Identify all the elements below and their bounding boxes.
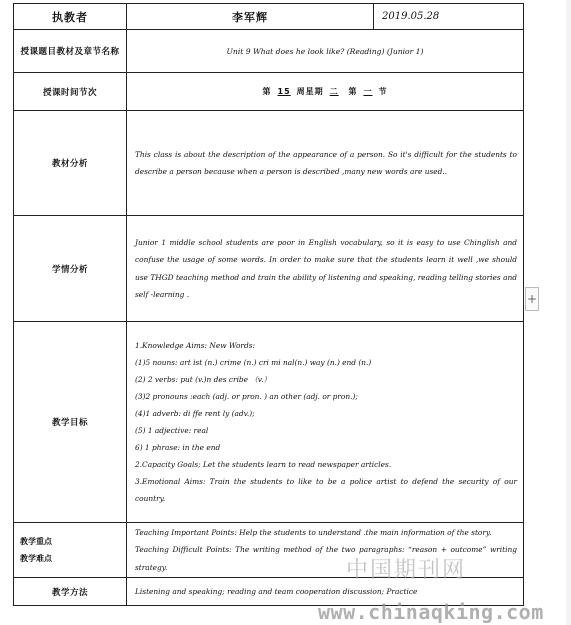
student-analysis-text: Junior 1 middle school students are poor in English vocabulary, so it is easy to use Chinglish and confuse the usage of some words. In order to make sure that the students learn it well ,we should use THGD teaching method and train the ability of listening and speaking, reading telling stories and self -learning . (127, 216, 524, 322)
content-analysis-row (14, 111, 524, 216)
time-prefix: 第 (262, 87, 272, 96)
objective-line: (4)1 adverb: di ffe rent ly (adv.); (135, 409, 255, 418)
lesson-date: 2019.05.28 (374, 4, 524, 30)
time-week: 15 (277, 87, 291, 96)
method-text: Listening and speaking; reading and team cooperation discussion; Practice (127, 578, 524, 606)
objective-line: (5) 1 adjective: real (135, 426, 209, 435)
objective-line: 1.Knowledge Aims: New Words: (135, 341, 255, 350)
time-section-suffix: 节 (378, 87, 388, 96)
key-points-label (14, 523, 127, 578)
objective-line: 2.Capacity Goals; Let the students learn to read newspaper articles. (135, 460, 392, 469)
key-point-line: Teaching Important Points: Help the students to understand .the main information of the story. (135, 527, 492, 537)
time-value (127, 73, 524, 111)
objective-line: (3)2 pronouns :each (adj. or pron. ) an other (adj. or pron.); (135, 392, 358, 401)
content-analysis-text: This class is about the description of the appearance of a person. So it's difficult for the students to describe a person because when a person is described ,many new words are used.. (127, 111, 524, 216)
topic-row (14, 30, 524, 73)
objective-line: 3.Emotional Aims: Train the students to like to be a police artist to defend the security of our country. (135, 477, 517, 503)
method-label: 教学方法 (14, 578, 127, 606)
key-label-1: 教学重点 (20, 537, 52, 546)
key-label-2: 教学难点 (20, 554, 52, 563)
objective-line: 6) 1 phrase: in the end (135, 443, 221, 452)
objective-line: (2) 2 verbs: put (v.)n des cribe （v.） (135, 375, 271, 384)
watermark-url: www.chinaqking.com (318, 600, 544, 624)
time-week-suffix: 周星期 (296, 87, 324, 96)
topic-label: 授课题目教材及章节名称 (14, 30, 127, 73)
time-section: 一 (363, 87, 373, 96)
content-analysis-label: 教材分析 (14, 111, 127, 216)
time-section-prefix: 第 (348, 87, 358, 96)
student-analysis-row (14, 216, 524, 322)
objectives-text (127, 322, 524, 523)
watermark-cn: 中国期刊网 (346, 558, 467, 583)
teacher-label: 执教者 (14, 4, 127, 30)
teacher-name: 李军辉 (127, 4, 374, 30)
time-label: 授课时间节次 (14, 73, 127, 111)
objectives-label: 教学目标 (14, 322, 127, 523)
objectives-row (14, 322, 524, 523)
topic-value: Unit 9 What does he look like? (Reading) (Junior 1) (127, 30, 524, 73)
key-point-line: Teaching Difficult Points: The writing method of the two paragraphs: “reason + outcome” writing strategy. (135, 545, 517, 572)
time-row (14, 73, 524, 111)
vertical-scrollbar[interactable] (566, 0, 571, 625)
add-row-button[interactable]: + (525, 287, 539, 311)
lesson-plan-table (13, 3, 524, 606)
objective-line: (1)5 nouns: art ist (n.) crime (n.) cri mi nal(n.) way (n.) end (n.) (135, 358, 372, 367)
time-day: 二 (329, 87, 339, 96)
student-analysis-label: 学情分析 (14, 216, 127, 322)
header-row (14, 4, 524, 30)
